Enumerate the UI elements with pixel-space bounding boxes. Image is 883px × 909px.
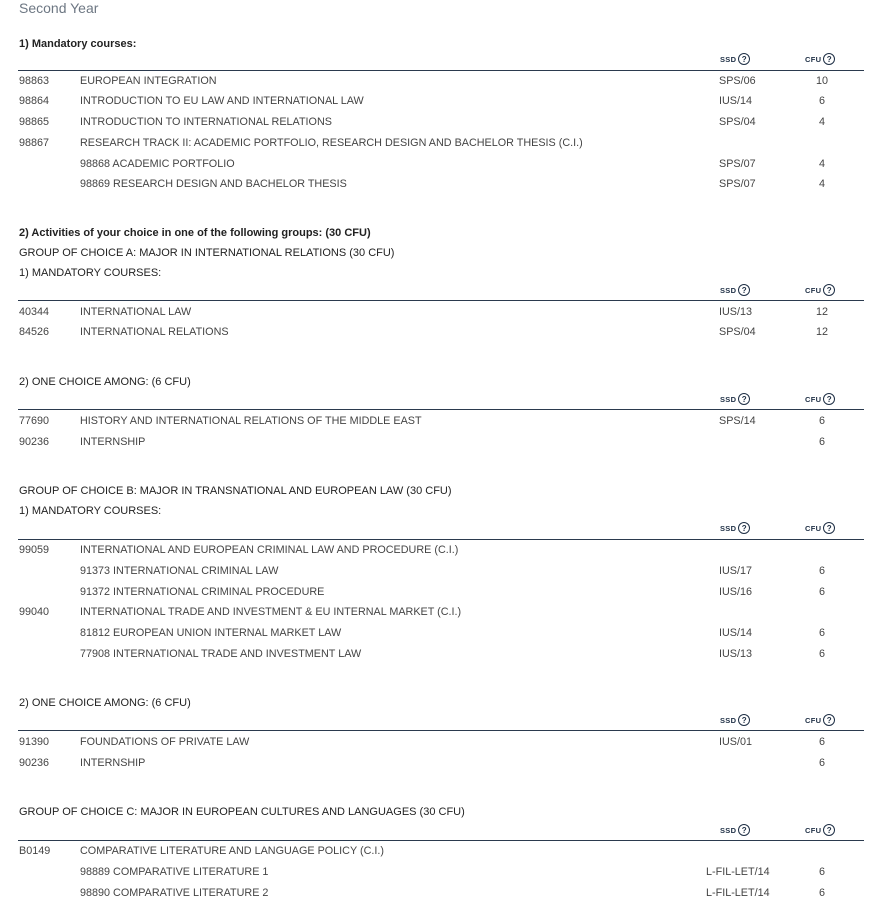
ssd-column-header: SSD ? — [720, 284, 750, 296]
course-link[interactable]: HISTORY AND INTERNATIONAL RELATIONS OF THE MIDDLE EAST — [80, 415, 422, 427]
course-link[interactable]: EUROPEAN INTEGRATION — [80, 75, 217, 87]
group-heading-b: GROUP OF CHOICE B: MAJOR IN TRANSNATIONAL AND EUROPEAN LAW (30 CFU) — [19, 485, 452, 497]
group-heading-a: GROUP OF CHOICE A: MAJOR IN INTERNATIONAL RELATIONS (30 CFU) — [19, 247, 395, 259]
table-row: 98863 EUROPEAN INTEGRATION SPS/06 10 — [19, 75, 829, 87]
course-link[interactable]: RESEARCH TRACK II: ACADEMIC PORTFOLIO, RESEARCH DESIGN AND BACHELOR THESIS (C.I.) — [80, 137, 583, 149]
course-link[interactable]: 98868 ACADEMIC PORTFOLIO — [80, 158, 235, 170]
table-row: 99040 INTERNATIONAL TRADE AND INVESTMENT & EU INTERNAL MARKET (C.I.) — [19, 606, 462, 618]
course-link[interactable]: 98869 RESEARCH DESIGN AND BACHELOR THESIS — [80, 178, 347, 190]
course-link[interactable]: INTERNSHIP — [80, 436, 146, 448]
table-row: 90236 INTERNSHIP 6 — [19, 757, 825, 769]
table-divider — [18, 409, 864, 410]
table-row: B0149 COMPARATIVE LITERATURE AND LANGUAGE POLICY (C.I.) — [19, 845, 384, 857]
table-divider — [18, 300, 864, 301]
ssd-help-icon[interactable]: ? — [738, 53, 750, 65]
section-heading-mandatory: 1) Mandatory courses: — [19, 38, 137, 50]
subheading-one-choice: 2) ONE CHOICE AMONG: (6 CFU) — [19, 376, 191, 388]
table-row: 98867 RESEARCH TRACK II: ACADEMIC PORTFOLIO, RESEARCH DESIGN AND BACHELOR THESIS (C.I.) — [19, 137, 583, 149]
ssd-column-header: SSD ? — [720, 522, 750, 534]
table-row: 98890 COMPARATIVE LITERATURE 2 L-FIL-LET/14 6 — [80, 887, 825, 899]
course-link[interactable]: INTERNATIONAL TRADE AND INVESTMENT & EU INTERNAL MARKET (C.I.) — [80, 606, 462, 618]
cfu-column-header: CFU ? — [805, 284, 835, 296]
course-link[interactable]: INTRODUCTION TO INTERNATIONAL RELATIONS — [80, 116, 332, 128]
course-link[interactable]: INTRODUCTION TO EU LAW AND INTERNATIONAL LAW — [80, 95, 364, 107]
course-link[interactable]: 98889 COMPARATIVE LITERATURE 1 — [80, 866, 269, 878]
ssd-help-icon[interactable]: ? — [738, 824, 750, 836]
ssd-help-icon[interactable]: ? — [738, 714, 750, 726]
table-row: 77908 INTERNATIONAL TRADE AND INVESTMENT LAW IUS/13 6 — [80, 648, 825, 660]
group-heading-c: GROUP OF CHOICE C: MAJOR IN EUROPEAN CULTURES AND LANGUAGES (30 CFU) — [19, 806, 465, 818]
ssd-help-icon[interactable]: ? — [738, 522, 750, 534]
table-row: 98868 ACADEMIC PORTFOLIO SPS/07 4 — [80, 158, 825, 170]
subheading-mandatory: 1) MANDATORY COURSES: — [19, 267, 162, 279]
table-row: 91390 FOUNDATIONS OF PRIVATE LAW IUS/01 6 — [19, 736, 825, 748]
course-link[interactable]: 91373 INTERNATIONAL CRIMINAL LAW — [80, 565, 279, 577]
cfu-column-header: CFU ? — [805, 714, 835, 726]
table-row: 84526 INTERNATIONAL RELATIONS SPS/04 12 — [19, 326, 829, 338]
table-row: 99059 INTERNATIONAL AND EUROPEAN CRIMINAL LAW AND PROCEDURE (C.I.) — [19, 544, 459, 556]
course-link[interactable]: INTERNSHIP — [80, 757, 146, 769]
cfu-help-icon[interactable]: ? — [823, 393, 835, 405]
table-row: 90236 INTERNSHIP 6 — [19, 436, 825, 448]
table-divider — [18, 70, 864, 71]
cfu-help-icon[interactable]: ? — [823, 53, 835, 65]
table-row: 98865 INTRODUCTION TO INTERNATIONAL RELATIONS SPS/04 4 — [19, 116, 825, 128]
course-link[interactable]: 91372 INTERNATIONAL CRIMINAL PROCEDURE — [80, 586, 325, 598]
table-row: 81812 EUROPEAN UNION INTERNAL MARKET LAW IUS/14 6 — [80, 627, 825, 639]
table-row: 40344 INTERNATIONAL LAW IUS/13 12 — [19, 306, 829, 318]
course-link[interactable]: 77908 INTERNATIONAL TRADE AND INVESTMENT LAW — [80, 648, 362, 660]
course-link[interactable]: 98890 COMPARATIVE LITERATURE 2 — [80, 887, 269, 899]
page-title: Second Year — [19, 0, 99, 16]
course-link[interactable]: FOUNDATIONS OF PRIVATE LAW — [80, 736, 250, 748]
ssd-help-icon[interactable]: ? — [738, 393, 750, 405]
table-divider — [18, 539, 864, 540]
cfu-help-icon[interactable]: ? — [823, 824, 835, 836]
section-heading-choice: 2) Activities of your choice in one of the following groups: (30 CFU) — [19, 227, 371, 239]
cfu-help-icon[interactable]: ? — [823, 714, 835, 726]
course-link[interactable]: INTERNATIONAL LAW — [80, 306, 192, 318]
subheading-mandatory: 1) MANDATORY COURSES: — [19, 505, 162, 517]
cfu-column-header: CFU ? — [805, 53, 835, 65]
cfu-column-header: CFU ? — [805, 393, 835, 405]
ssd-column-header: SSD ? — [720, 824, 750, 836]
cfu-column-header: CFU ? — [805, 522, 835, 534]
ssd-column-header: SSD ? — [720, 53, 750, 65]
cfu-column-header: CFU ? — [805, 824, 835, 836]
table-divider — [18, 840, 864, 841]
course-link[interactable]: COMPARATIVE LITERATURE AND LANGUAGE POLICY (C.I.) — [80, 845, 384, 857]
table-row: 91373 INTERNATIONAL CRIMINAL LAW IUS/17 6 — [80, 565, 825, 577]
ssd-column-header: SSD ? — [720, 393, 750, 405]
cfu-help-icon[interactable]: ? — [823, 284, 835, 296]
ssd-column-header: SSD ? — [720, 714, 750, 726]
table-row: 91372 INTERNATIONAL CRIMINAL PROCEDURE IUS/16 6 — [80, 586, 825, 598]
table-row: 98864 INTRODUCTION TO EU LAW AND INTERNATIONAL LAW IUS/14 6 — [19, 95, 825, 107]
table-divider — [18, 730, 864, 731]
table-row: 77690 HISTORY AND INTERNATIONAL RELATIONS OF THE MIDDLE EAST SPS/14 6 — [19, 415, 825, 427]
course-link[interactable]: INTERNATIONAL AND EUROPEAN CRIMINAL LAW AND PROCEDURE (C.I.) — [80, 544, 459, 556]
course-link[interactable]: 81812 EUROPEAN UNION INTERNAL MARKET LAW — [80, 627, 342, 639]
cfu-help-icon[interactable]: ? — [823, 522, 835, 534]
ssd-help-icon[interactable]: ? — [738, 284, 750, 296]
table-row: 98869 RESEARCH DESIGN AND BACHELOR THESIS SPS/07 4 — [80, 178, 825, 190]
subheading-one-choice: 2) ONE CHOICE AMONG: (6 CFU) — [19, 697, 191, 709]
course-link[interactable]: INTERNATIONAL RELATIONS — [80, 326, 229, 338]
table-row: 98889 COMPARATIVE LITERATURE 1 L-FIL-LET/14 6 — [80, 866, 825, 878]
